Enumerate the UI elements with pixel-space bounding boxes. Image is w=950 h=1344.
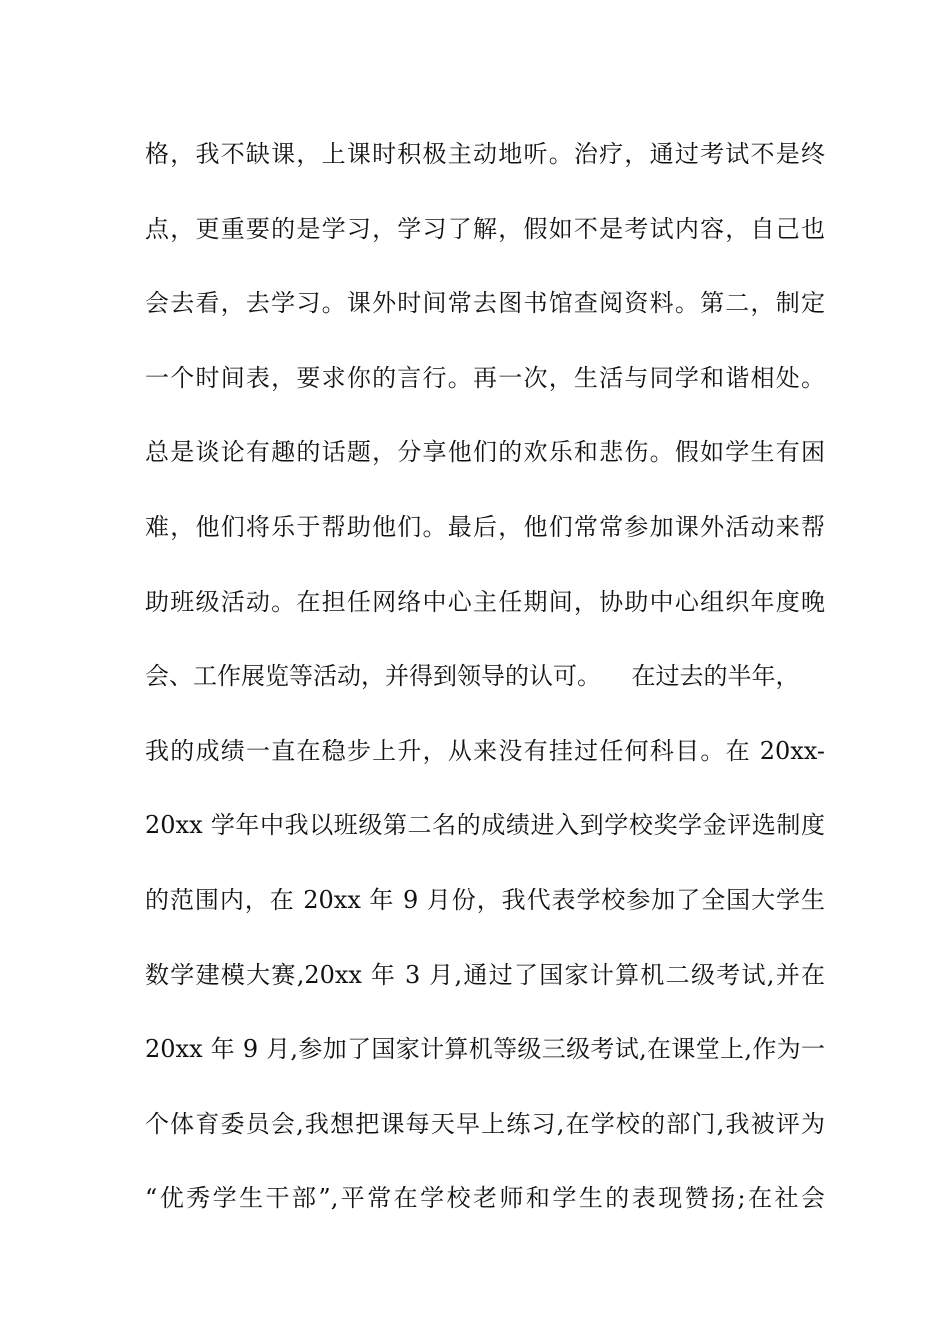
- text-line: 点，更重要的是学习，学习了解，假如不是考试内容，自己也: [145, 214, 825, 243]
- text-line: 格，我不缺课，上课时积极主动地听。治疗，通过考试不是终: [145, 140, 825, 168]
- text-line: 20xx 年 9 月,参加了国家计算机等级三级考试,在课堂上,作为一: [145, 1035, 825, 1064]
- text-line: 个体育委员会,我想把课每天早上练习,在学校的部门,我被评为: [145, 1109, 825, 1138]
- text-line: 难，他们将乐于帮助他们。最后，他们常常参加课外活动来帮: [145, 512, 825, 541]
- body-text: [145, 126, 825, 1245]
- text-line: 助班级活动。在担任网络中心主任期间，协助中心组织年度晚: [145, 587, 825, 616]
- text-line: 总是谈论有趣的话题，分享他们的欢乐和悲伤。假如学生有困: [145, 438, 825, 467]
- text-line: 一个时间表，要求你的言行。再一次，生活与同学和谐相处。: [145, 363, 825, 392]
- text-line: “优秀学生干部”,平常在学校老师和学生的表现赞扬;在社会: [145, 1184, 825, 1213]
- text-line: 会、工作展览等活动，并得到领导的认可。 在过去的半年，: [145, 662, 800, 691]
- text-line: 会去看，去学习。课外时间常去图书馆查阅资料。第二，制定: [145, 289, 825, 318]
- text-line: 20xx 学年中我以班级第二名的成绩进入到学校奖学金评选制度: [145, 811, 825, 840]
- text-line: 数学建模大赛,20xx 年 3 月,通过了国家计算机二级考试,并在: [145, 960, 825, 989]
- text-line: 的范围内，在 20xx 年 9 月份，我代表学校参加了全国大学生: [145, 885, 825, 914]
- text-line: 我的成绩一直在稳步上升，从来没有挂过任何科目。在 20xx-: [145, 736, 825, 765]
